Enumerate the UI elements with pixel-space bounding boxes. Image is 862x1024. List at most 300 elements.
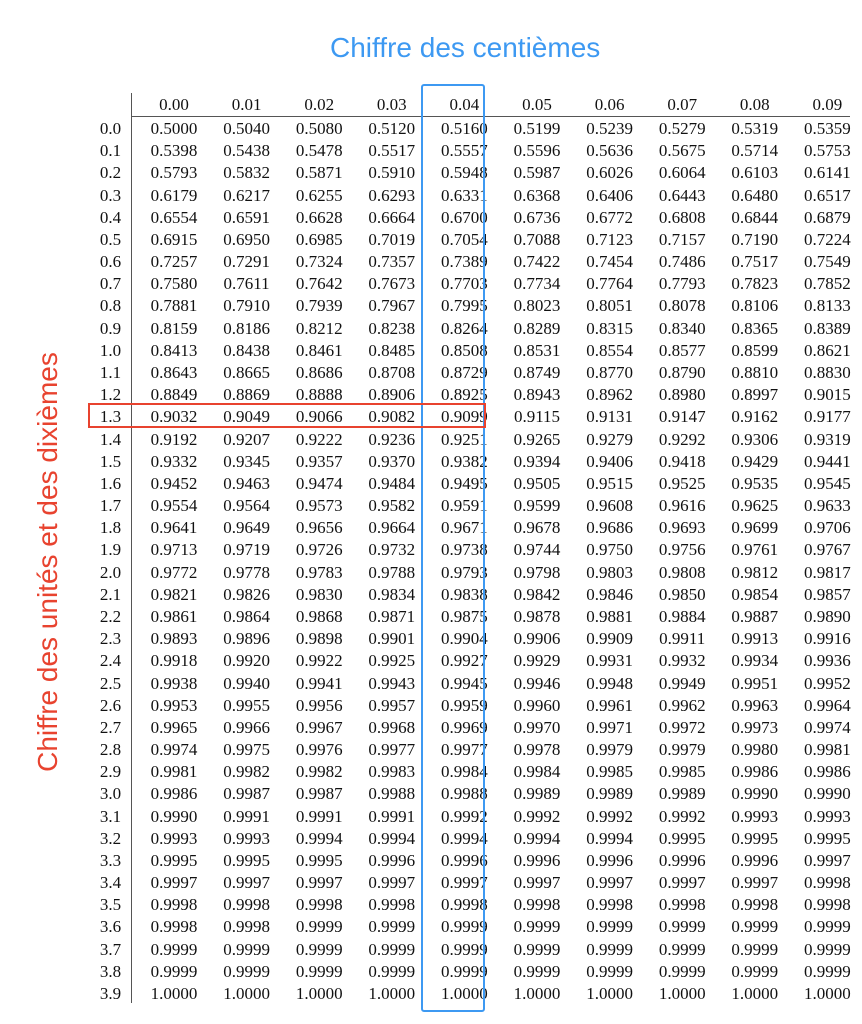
row-label: 3.0: [99, 784, 122, 804]
table-cell: 0.9948: [586, 673, 633, 693]
table-cell: 0.9974: [150, 740, 198, 760]
table-cell: 0.9999: [731, 939, 779, 959]
table-cell: 0.8997: [731, 385, 779, 405]
table-cell: 0.9984: [513, 762, 561, 782]
row-label: 3.2: [99, 828, 122, 848]
table-cell: 0.9803: [586, 562, 633, 582]
table-cell: 0.9999: [586, 961, 633, 981]
table-row: [90, 584, 850, 606]
table-cell: 0.7673: [368, 274, 416, 294]
row-label: 0.7: [99, 274, 122, 294]
table-cell: 0.8577: [658, 340, 706, 360]
row-label: 0.9: [99, 318, 122, 338]
table-cell: 0.9834: [368, 584, 416, 604]
table-cell: 0.9995: [150, 850, 198, 870]
table-cell: 0.9999: [731, 917, 779, 937]
table-cell: 0.9719: [223, 540, 270, 560]
table-cell: 0.9938: [150, 673, 198, 693]
table-cell: 0.9793: [441, 562, 488, 582]
table-cell: 0.7054: [441, 229, 488, 249]
table-row: [90, 473, 850, 495]
table-cell: 0.9970: [513, 717, 561, 737]
table-cell: 0.8943: [513, 385, 561, 405]
table-cell: 0.9989: [586, 784, 633, 804]
row-label: 1.4: [99, 429, 122, 449]
table-cell: 0.9429: [731, 451, 779, 471]
table-cell: 0.9982: [295, 762, 343, 782]
row-label: 2.0: [99, 562, 122, 582]
table-cell: 0.9641: [150, 518, 198, 538]
table-cell: 0.9761: [731, 540, 779, 560]
table-cell: 0.9999: [150, 939, 198, 959]
table-cell: 0.8869: [223, 385, 270, 405]
table-cell: 0.9999: [658, 917, 706, 937]
table-cell: 0.9678: [513, 518, 561, 538]
table-cell: 0.9997: [223, 873, 270, 893]
table-cell: 1.0000: [295, 984, 343, 1004]
table-cell: 0.8508: [441, 340, 488, 360]
table-cell: 0.9985: [586, 762, 633, 782]
table-cell: 0.9564: [223, 496, 270, 516]
table-cell: 0.9788: [368, 562, 416, 582]
row-label: 0.0: [99, 119, 122, 138]
table-cell: 1.0000: [731, 984, 779, 1004]
table-cell: 0.8888: [295, 385, 343, 405]
table-cell: 0.9987: [295, 784, 343, 804]
table-row: [90, 983, 850, 1005]
table-cell: 0.9649: [223, 518, 270, 538]
table-row: [90, 939, 850, 961]
table-cell: 0.9997: [441, 873, 488, 893]
table-cell: 0.9920: [223, 651, 270, 671]
table-cell: 0.9953: [150, 695, 198, 715]
table-cell: 0.9992: [658, 806, 706, 826]
table-cell: 0.7611: [223, 274, 270, 294]
table-cell: 0.9996: [368, 850, 416, 870]
column-header: 0.03: [376, 95, 407, 114]
table-cell: 0.9999: [513, 961, 561, 981]
table-cell: 1.0000: [150, 984, 198, 1004]
table-row: [90, 961, 850, 983]
table-row: [90, 650, 850, 672]
table-cell: 0.9999: [295, 939, 343, 959]
table-cell: 0.9986: [731, 762, 779, 782]
table-cell: 0.9999: [368, 939, 416, 959]
column-header: 0.00: [159, 95, 189, 114]
table-cell: 0.5398: [150, 141, 198, 161]
table-cell: 0.9992: [513, 806, 561, 826]
row-label: 3.9: [99, 984, 122, 1004]
table-cell: 0.7995: [441, 296, 488, 316]
table-cell: 0.9997: [586, 873, 633, 893]
table-cell: 0.9999: [804, 939, 851, 959]
table-cell: 0.9893: [150, 629, 198, 649]
table-cell: 0.8980: [658, 385, 706, 405]
table-cell: 0.9015: [804, 385, 851, 405]
table-cell: 0.8810: [731, 362, 779, 382]
table-cell: 0.9525: [658, 473, 706, 493]
row-label: 2.6: [99, 695, 122, 715]
table-row: [90, 118, 850, 140]
table-cell: 0.8159: [150, 318, 198, 338]
table-cell: 0.9998: [586, 895, 633, 915]
table-cell: 0.9726: [295, 540, 343, 560]
table-row: [90, 850, 850, 872]
table-cell: 0.8770: [586, 362, 633, 382]
table-cell: 1.0000: [368, 984, 416, 1004]
table-cell: 0.9943: [368, 673, 416, 693]
table-row: [90, 872, 850, 894]
table-cell: 0.9463: [223, 473, 270, 493]
row-label: 3.7: [99, 939, 122, 959]
table-cell: 0.9978: [513, 740, 561, 760]
table-cell: 0.8340: [658, 318, 706, 338]
table-cell: 0.9980: [731, 740, 779, 760]
table-cell: 0.9984: [441, 762, 488, 782]
table-cell: 0.6064: [658, 163, 706, 183]
table-cell: 0.5000: [150, 119, 198, 138]
table-cell: 0.8621: [804, 340, 851, 360]
row-label: 3.5: [99, 895, 122, 915]
table-cell: 0.7157: [658, 229, 706, 249]
table-cell: 0.8212: [295, 318, 343, 338]
table-cell: 0.9992: [441, 806, 488, 826]
table-cell: 0.9988: [441, 784, 488, 804]
table-row: [90, 295, 850, 317]
table-cell: 0.9998: [804, 895, 851, 915]
table-cell: 0.8289: [513, 318, 561, 338]
table-cell: 0.9131: [586, 407, 633, 427]
table-cell: 0.7939: [295, 296, 343, 316]
table-cell: 0.7088: [513, 229, 561, 249]
column-header: 0.07: [667, 95, 698, 114]
table-cell: 0.9884: [658, 606, 706, 626]
row-label: 2.5: [99, 673, 122, 693]
table-cell: 0.9898: [295, 629, 343, 649]
row-label: 1.6: [99, 473, 122, 493]
table-cell: 0.9998: [804, 873, 851, 893]
table-cell: 0.5753: [804, 141, 851, 161]
table-row: [90, 828, 850, 850]
table-cell: 0.9998: [295, 895, 343, 915]
table-cell: 0.6879: [804, 207, 851, 227]
table-cell: 0.9925: [368, 651, 416, 671]
table-cell: 0.9997: [150, 873, 198, 893]
table-cell: 0.5438: [223, 141, 270, 161]
table-header-row: [90, 93, 850, 117]
row-label: 0.5: [99, 229, 122, 249]
table-cell: 0.7703: [441, 274, 488, 294]
table-cell: 0.7357: [368, 252, 416, 272]
table-cell: 0.9994: [295, 828, 343, 848]
table-cell: 0.7967: [368, 296, 416, 316]
row-label: 1.3: [99, 407, 122, 427]
table-row: [90, 717, 850, 739]
table-cell: 0.9997: [295, 873, 343, 893]
table-cell: 0.9846: [586, 584, 633, 604]
row-label: 1.5: [99, 451, 122, 471]
table-cell: 0.6808: [658, 207, 706, 227]
table-cell: 0.8925: [441, 385, 488, 405]
table-cell: 0.6331: [441, 185, 488, 205]
table-cell: 0.5478: [295, 141, 343, 161]
table-cell: 0.9767: [804, 540, 851, 560]
table-cell: 0.9999: [658, 939, 706, 959]
table-cell: 0.6368: [513, 185, 561, 205]
table-cell: 0.9981: [150, 762, 198, 782]
table-cell: 0.7642: [295, 274, 343, 294]
column-header: 0.05: [522, 95, 552, 114]
table-cell: 0.5517: [368, 141, 416, 161]
table-cell: 0.9999: [586, 939, 633, 959]
table-cell: 0.9998: [658, 895, 706, 915]
table-cell: 1.0000: [658, 984, 706, 1004]
table-cell: 0.9633: [804, 496, 851, 516]
table-cell: 0.9901: [368, 629, 416, 649]
table-cell: 0.9772: [150, 562, 198, 582]
row-label: 2.2: [99, 606, 122, 626]
table-cell: 0.8531: [513, 340, 561, 360]
row-label: 1.7: [99, 496, 122, 516]
table-cell: 0.9999: [368, 917, 416, 937]
table-cell: 0.9946: [513, 673, 561, 693]
table-cell: 0.9484: [368, 473, 416, 493]
table-row: [90, 162, 850, 184]
table-cell: 0.7486: [658, 252, 706, 272]
table-cell: 0.9732: [368, 540, 416, 560]
table-cell: 0.9878: [513, 606, 561, 626]
table-cell: 0.9664: [368, 518, 416, 538]
row-label: 3.8: [99, 961, 122, 981]
table-cell: 0.9686: [586, 518, 633, 538]
row-label: 0.3: [99, 185, 122, 205]
column-header: 0.01: [231, 95, 262, 114]
table-cell: 0.6026: [586, 163, 633, 183]
row-label: 0.4: [99, 207, 122, 227]
table-cell: 0.9997: [368, 873, 416, 893]
table-cell: 0.6736: [513, 207, 561, 227]
table-cell: 0.9319: [804, 429, 851, 449]
table-cell: 0.9279: [586, 429, 633, 449]
table-cell: 0.6772: [586, 207, 633, 227]
table-row: [90, 783, 850, 805]
table-cell: 0.9957: [368, 695, 416, 715]
table-cell: 0.8438: [223, 340, 270, 360]
table-cell: 0.9868: [295, 606, 343, 626]
table-cell: 0.9738: [441, 540, 488, 560]
table-cell: 0.9990: [804, 784, 851, 804]
table-row: [90, 495, 850, 517]
table-cell: 0.9985: [658, 762, 706, 782]
table-cell: 0.6443: [658, 185, 706, 205]
table-cell: 0.9997: [513, 873, 561, 893]
table-cell: 0.9936: [804, 651, 851, 671]
table-cell: 0.9999: [513, 939, 561, 959]
table-cell: 0.9616: [658, 496, 706, 516]
table-row: [90, 739, 850, 761]
table-cell: 0.9994: [368, 828, 416, 848]
row-axis-title: Chiffre des unités et des dixièmes: [32, 352, 63, 772]
table-row: [90, 140, 850, 162]
table-cell: 0.9706: [804, 518, 851, 538]
table-cell: 0.8906: [368, 385, 416, 405]
table-cell: 0.9821: [150, 584, 198, 604]
row-label: 3.4: [99, 873, 122, 893]
table-cell: 0.6554: [150, 207, 198, 227]
table-cell: 0.9979: [658, 740, 706, 760]
table-cell: 0.9830: [295, 584, 343, 604]
table-cell: 0.9971: [586, 717, 633, 737]
table-cell: 0.9999: [368, 961, 416, 981]
table-cell: 0.9887: [731, 606, 779, 626]
table-cell: 0.8729: [441, 362, 488, 382]
table-cell: 0.9535: [731, 473, 779, 493]
table-cell: 0.9993: [150, 828, 198, 848]
table-cell: 0.9864: [223, 606, 270, 626]
table-cell: 0.9591: [441, 496, 488, 516]
row-label: 2.1: [99, 584, 122, 604]
table-cell: 0.9495: [441, 473, 488, 493]
table-cell: 0.6480: [731, 185, 779, 205]
table-cell: 0.9979: [586, 740, 633, 760]
table-row: [90, 362, 850, 384]
table-cell: 0.9066: [295, 407, 343, 427]
table-cell: 0.9207: [223, 429, 270, 449]
table-cell: 0.7190: [731, 229, 779, 249]
table-cell: 0.9162: [731, 407, 779, 427]
table-cell: 0.8849: [150, 385, 198, 405]
table-cell: 0.5557: [441, 141, 488, 161]
table-cell: 0.9977: [368, 740, 416, 760]
table-cell: 0.9956: [295, 695, 343, 715]
table-cell: 0.9871: [368, 606, 416, 626]
table-row: [90, 340, 850, 362]
table-cell: 0.8830: [804, 362, 851, 382]
table-cell: 0.9554: [150, 496, 198, 516]
table-cell: 0.9934: [731, 651, 779, 671]
table-cell: 0.9976: [295, 740, 343, 760]
row-label: 0.2: [99, 163, 122, 183]
table-cell: 0.9998: [513, 895, 561, 915]
table-cell: 0.9394: [513, 451, 561, 471]
table-cell: 0.5948: [441, 163, 488, 183]
table-cell: 0.9875: [441, 606, 488, 626]
table-cell: 0.9474: [295, 473, 343, 493]
table-cell: 0.9505: [513, 473, 561, 493]
table-cell: 0.8264: [441, 318, 488, 338]
table-cell: 0.9999: [223, 939, 270, 959]
table-cell: 0.7224: [804, 229, 851, 249]
column-header: 0.02: [304, 95, 335, 114]
table-row: [90, 451, 850, 473]
table-row: [90, 562, 850, 584]
table-cell: 0.7257: [150, 252, 198, 272]
table-cell: 0.8238: [368, 318, 416, 338]
table-cell: 0.9049: [223, 407, 270, 427]
table-cell: 0.9967: [295, 717, 343, 737]
table-cell: 0.9345: [223, 451, 270, 471]
table-cell: 0.9406: [586, 451, 633, 471]
table-cell: 0.5239: [586, 119, 633, 138]
table-cell: 0.8686: [295, 362, 343, 382]
table-cell: 0.9989: [658, 784, 706, 804]
table-cell: 0.9999: [295, 917, 343, 937]
table-cell: 0.9999: [441, 917, 488, 937]
table-cell: 0.9999: [441, 961, 488, 981]
table-cell: 0.9236: [368, 429, 416, 449]
table-cell: 0.9998: [441, 895, 488, 915]
table-cell: 0.8749: [513, 362, 561, 382]
table-cell: 0.9986: [150, 784, 198, 804]
table-cell: 0.8023: [513, 296, 561, 316]
table-row: [90, 318, 850, 340]
table-cell: 0.9977: [441, 740, 488, 760]
row-label: 0.6: [99, 252, 122, 272]
table-cell: 0.9999: [513, 917, 561, 937]
table-cell: 0.5596: [513, 141, 561, 161]
table-cell: 0.9911: [659, 629, 706, 649]
table-cell: 0.9975: [223, 740, 270, 760]
table-cell: 0.9996: [513, 850, 561, 870]
column-header: 0.04: [449, 95, 480, 114]
table-cell: 0.6628: [295, 207, 343, 227]
table-cell: 0.9960: [513, 695, 561, 715]
table-cell: 0.9959: [441, 695, 488, 715]
table-cell: 0.8962: [586, 385, 633, 405]
table-cell: 0.9922: [295, 651, 343, 671]
table-cell: 0.9999: [804, 961, 851, 981]
table-cell: 0.9808: [658, 562, 706, 582]
table-cell: 0.9999: [586, 917, 633, 937]
table-cell: 0.9995: [804, 828, 851, 848]
table-cell: 0.9671: [441, 518, 488, 538]
table-cell: 0.6255: [295, 185, 343, 205]
table-cell: 0.9783: [295, 562, 343, 582]
table-cell: 0.9952: [804, 673, 851, 693]
table-cell: 0.9850: [658, 584, 706, 604]
table-cell: 1.0000: [223, 984, 270, 1004]
table-cell: 0.6950: [223, 229, 270, 249]
table-cell: 0.9913: [731, 629, 779, 649]
table-cell: 0.5871: [295, 163, 343, 183]
row-label: 0.8: [99, 296, 122, 316]
table-cell: 0.5319: [731, 119, 779, 138]
table-cell: 0.8365: [731, 318, 779, 338]
table-cell: 0.9994: [586, 828, 633, 848]
table-cell: 0.9854: [731, 584, 779, 604]
table-cell: 0.9515: [586, 473, 633, 493]
table-cell: 0.8554: [586, 340, 633, 360]
row-label: 2.8: [99, 740, 122, 760]
table-cell: 0.8643: [150, 362, 198, 382]
table-cell: 0.9693: [658, 518, 706, 538]
row-label: 2.7: [99, 717, 122, 737]
table-cell: 0.9998: [368, 895, 416, 915]
column-header: 0.08: [739, 95, 770, 114]
table-cell: 0.5636: [586, 141, 633, 161]
table-cell: 0.9972: [658, 717, 706, 737]
table-cell: 0.6844: [731, 207, 779, 227]
table-cell: 0.9812: [731, 562, 779, 582]
table-cell: 0.9968: [368, 717, 416, 737]
table-row: [90, 806, 850, 828]
table-cell: 0.9750: [586, 540, 633, 560]
table-cell: 0.9817: [804, 562, 851, 582]
table-row: [90, 916, 850, 938]
table-cell: 0.9997: [804, 850, 851, 870]
table-cell: 0.9382: [441, 451, 488, 471]
table-cell: 0.9990: [731, 784, 779, 804]
